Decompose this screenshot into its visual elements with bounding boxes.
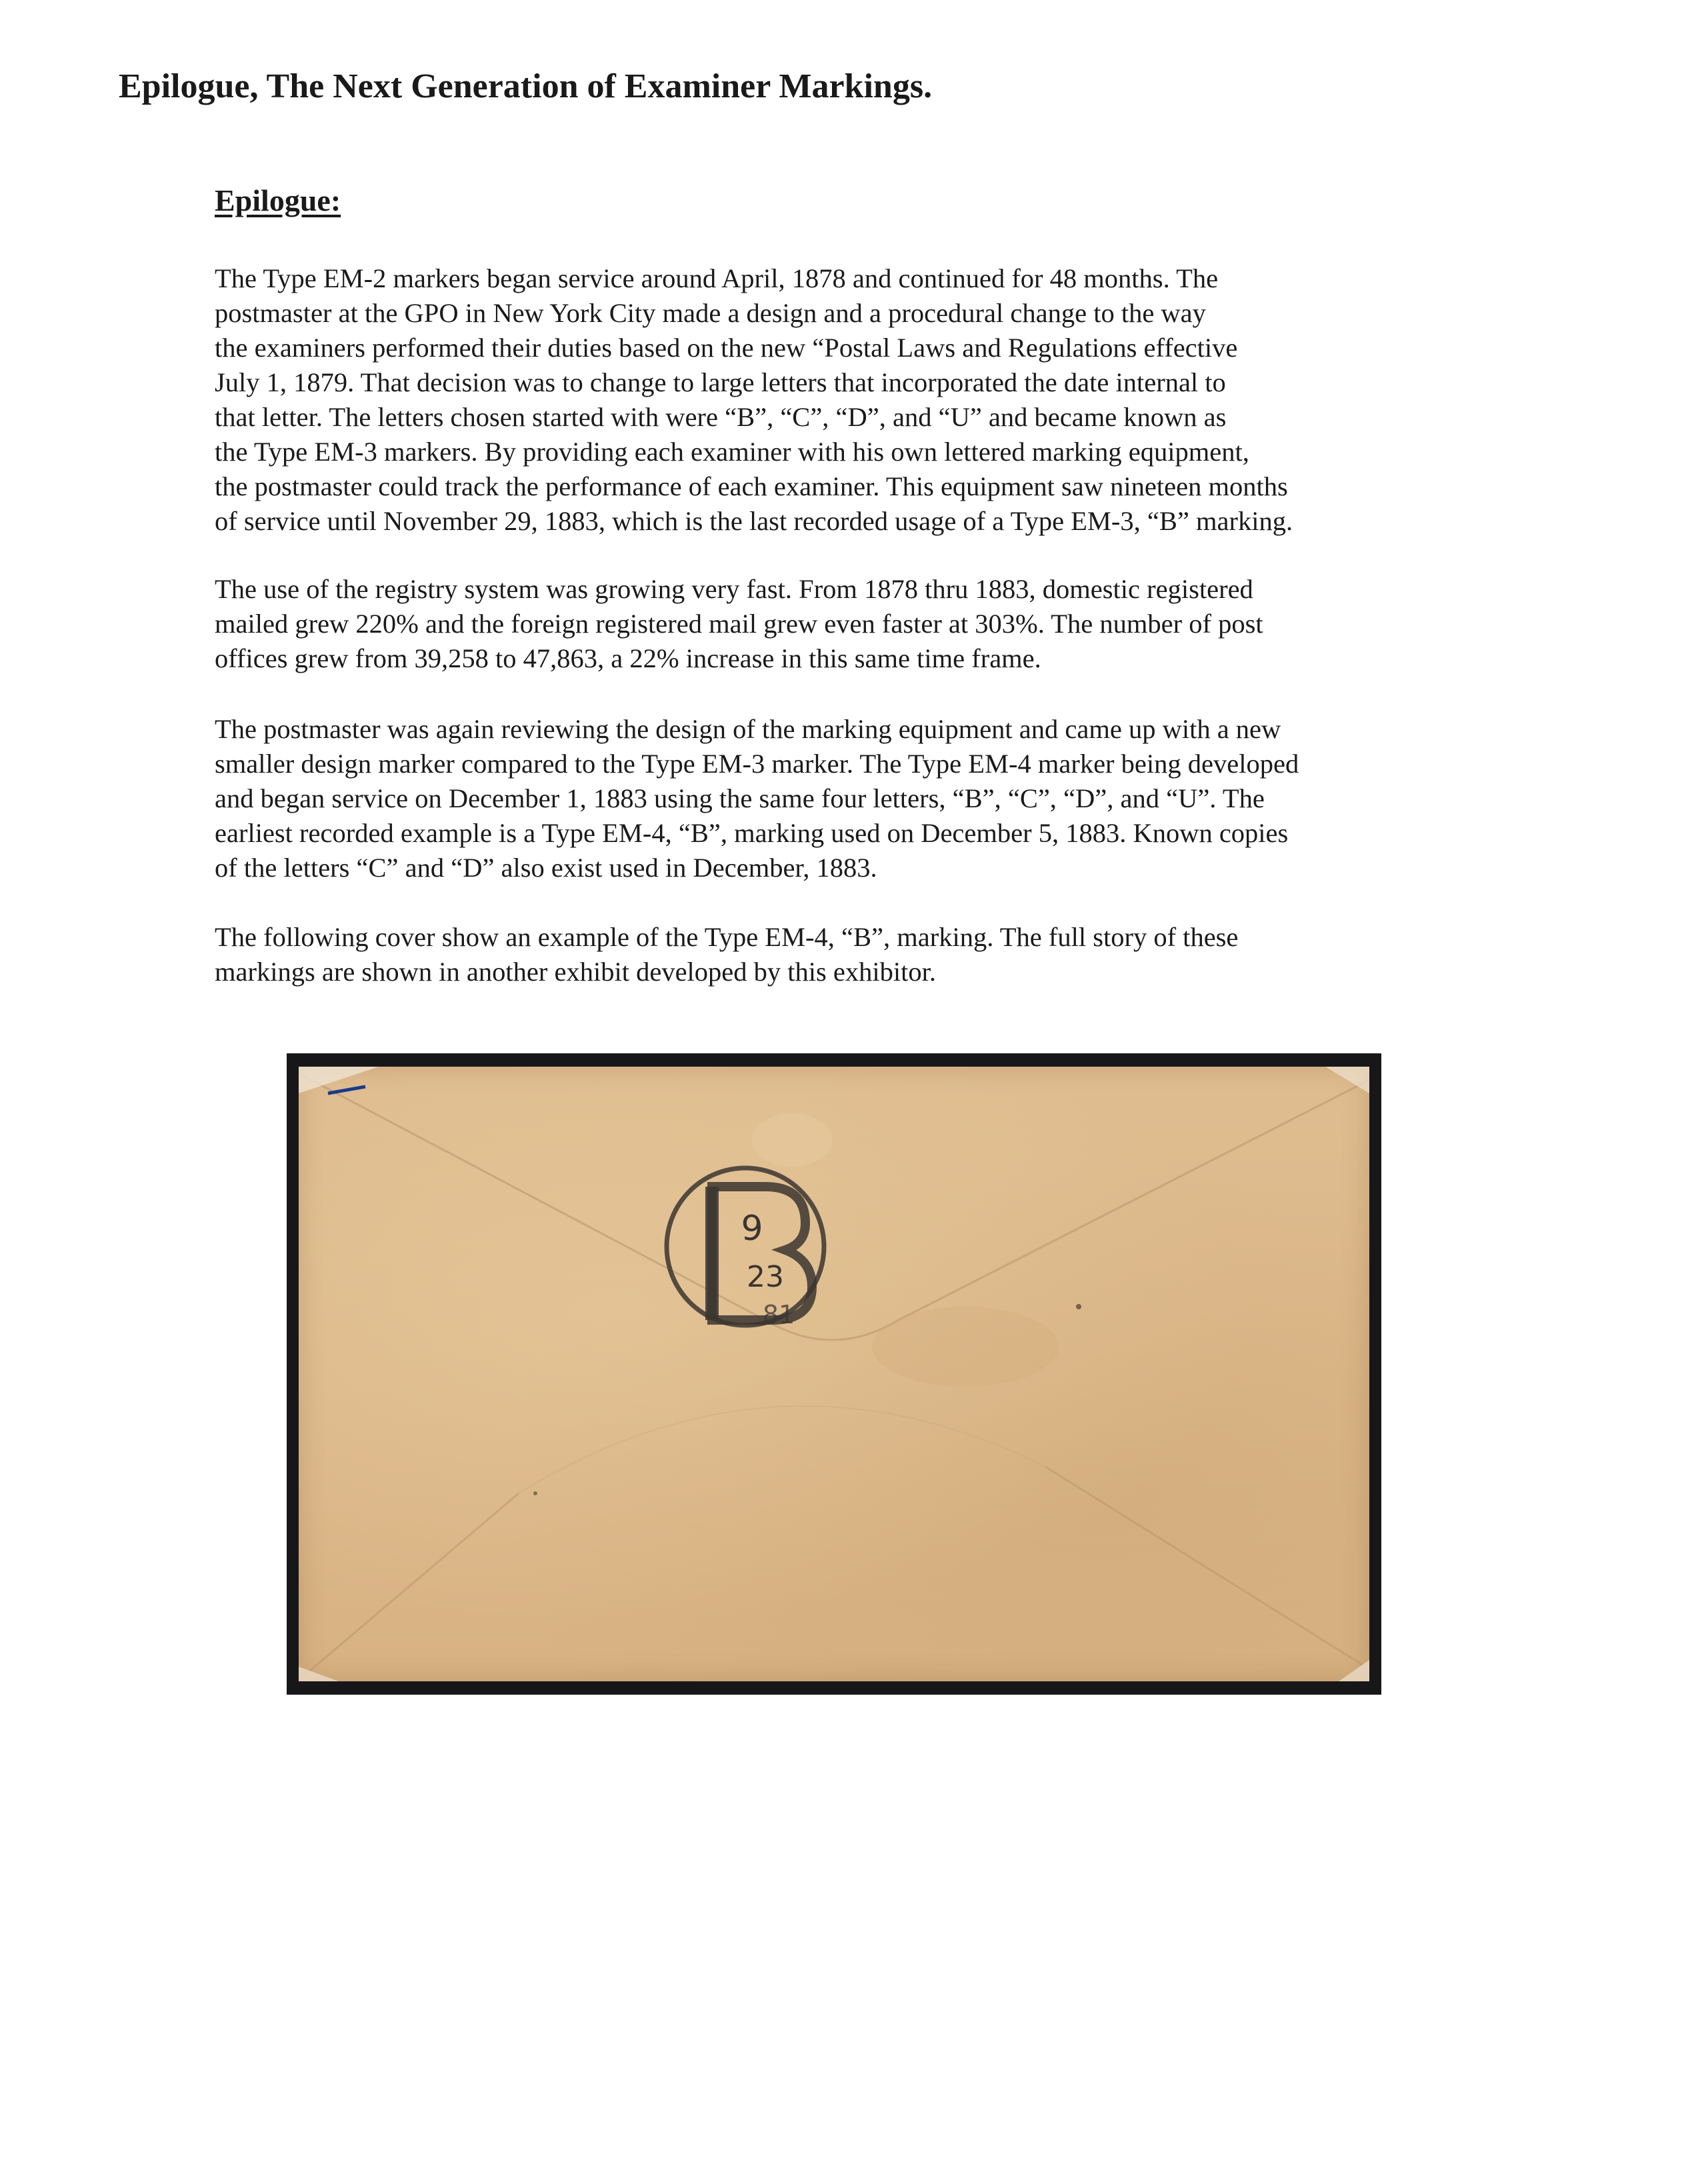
paragraph-registry-growth <box>215 572 1461 676</box>
text-line: earliest recorded example is a Type EM-4, “B”, marking used on December 5, 1883. Known copies <box>215 818 1289 848</box>
epilogue-heading: Epilogue: <box>215 183 341 217</box>
postmark-month: 9 <box>741 1209 763 1249</box>
text-line: smaller design marker compared to the Type EM-3 marker. The Type EM-4 marker being developed <box>215 749 1299 779</box>
text-line: of service until November 29, 1883, which is the last recorded usage of a Type EM-3, “B” marking. <box>215 506 1293 536</box>
text-line: and began service on December 1, 1883 using the same four letters, “B”, “C”, “D”, and “U”. The <box>215 783 1265 813</box>
envelope-back-image <box>299 1067 1369 1681</box>
cover-mount <box>287 1053 1381 1695</box>
text-line: The postmaster was again reviewing the design of the marking equipment and came up with a new <box>215 714 1281 744</box>
text-line: the examiners performed their duties based on the new “Postal Laws and Regulations effective <box>215 333 1238 363</box>
text-line: July 1, 1879. That decision was to change to large letters that incorporated the date internal to <box>215 367 1226 397</box>
examiner-b-postmark <box>299 1067 1369 1681</box>
text-line: the postmaster could track the performance of each examiner. This equipment saw nineteen months <box>215 471 1288 501</box>
text-line: offices grew from 39,258 to 47,863, a 22% increase in this same time frame. <box>215 643 1041 673</box>
text-line: of the letters “C” and “D” also exist used in December, 1883. <box>215 853 877 883</box>
text-line: The use of the registry system was growing very fast. From 1878 thru 1883, domestic registered <box>215 574 1253 604</box>
paragraph-cover-intro <box>215 920 1461 989</box>
text-line: postmaster at the GPO in New York City made a design and a procedural change to the way <box>215 298 1206 328</box>
postmark-year: 81 <box>762 1300 795 1329</box>
text-line: that letter. The letters chosen started with were “B”, “C”, “D”, and “U” and became known as <box>215 402 1227 432</box>
postmark-day: 23 <box>747 1260 784 1294</box>
text-line: mailed grew 220% and the foreign registered mail grew even faster at 303%. The number of post <box>215 609 1263 639</box>
text-line: The following cover show an example of the Type EM-4, “B”, marking. The full story of these <box>215 922 1239 952</box>
paragraph-em3-history <box>215 261 1461 539</box>
page-title: Epilogue, The Next Generation of Examiner Markings. <box>119 67 933 105</box>
paragraph-em4-design <box>215 712 1461 885</box>
text-line: The Type EM-2 markers began service around April, 1878 and continued for 48 months. The <box>215 263 1219 293</box>
text-line: markings are shown in another exhibit developed by this exhibitor. <box>215 957 937 987</box>
text-line: the Type EM-3 markers. By providing each examiner with his own lettered marking equipment, <box>215 437 1249 467</box>
